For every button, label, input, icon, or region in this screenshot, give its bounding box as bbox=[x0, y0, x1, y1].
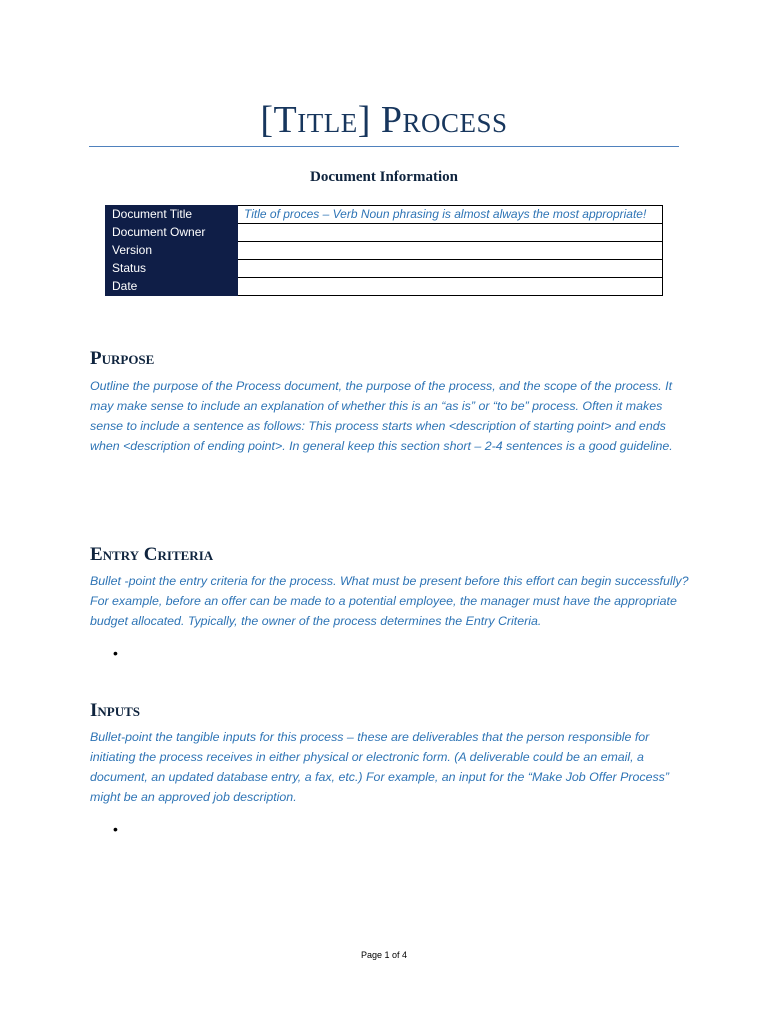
version-value[interactable] bbox=[238, 242, 663, 260]
page-number-footer: Page 1 of 4 bbox=[360, 950, 408, 960]
entry-criteria-bullet: • bbox=[113, 645, 118, 661]
table-row bbox=[106, 242, 663, 260]
purpose-heading: Purpose bbox=[90, 348, 155, 369]
inputs-body: Bullet-point the tangible inputs for this process – these are deliverables that the person responsible for initiating the process receives in either physical or electronic form. (A deliverable could be an email, a document, an updated database entry, a fax, etc.) For example, an input for the “Make Job Offer Process” might be an approved job description. bbox=[90, 730, 669, 804]
document-owner-value[interactable] bbox=[238, 224, 663, 242]
document-information-heading: Document Information bbox=[310, 169, 458, 185]
entry-criteria-heading: Entry Criteria bbox=[90, 544, 214, 565]
date-value[interactable] bbox=[238, 278, 663, 296]
table-row bbox=[106, 260, 663, 278]
row-label: Date bbox=[106, 278, 238, 296]
table-row bbox=[106, 206, 663, 224]
table-row bbox=[106, 224, 663, 242]
purpose-body: Outline the purpose of the Process document, the purpose of the process, and the scope of the process. It may make sense to include an explanation of whether this is an “as is” or “to be” process. Often it makes sense to include a sentence as follows: This process starts when <description of starting point> and ends when <description of ending point>. In general keep this section short – 2-4 sentences is a good guideline. bbox=[90, 379, 673, 453]
row-label: Document Title bbox=[106, 206, 238, 224]
status-value[interactable] bbox=[238, 260, 663, 278]
document-title: [Title] Process bbox=[260, 99, 508, 141]
entry-criteria-body: Bullet -point the entry criteria for the process. What must be present before this effort can begin successfully? For example, before an offer can be made to a potential employee, the manager must have the appropriate budget allocated. Typically, the owner of the process determines the Entry Criteria. bbox=[90, 574, 689, 628]
inputs-bullet: • bbox=[113, 821, 118, 837]
row-label: Version bbox=[106, 242, 238, 260]
row-label: Document Owner bbox=[106, 224, 238, 242]
document-title-value[interactable]: Title of proces – Verb Noun phrasing is almost always the most appropriate! bbox=[238, 206, 663, 224]
title-divider bbox=[89, 146, 679, 147]
document-information-table bbox=[105, 205, 663, 296]
inputs-heading: Inputs bbox=[90, 700, 141, 721]
row-label: Status bbox=[106, 260, 238, 278]
table-row bbox=[106, 278, 663, 296]
